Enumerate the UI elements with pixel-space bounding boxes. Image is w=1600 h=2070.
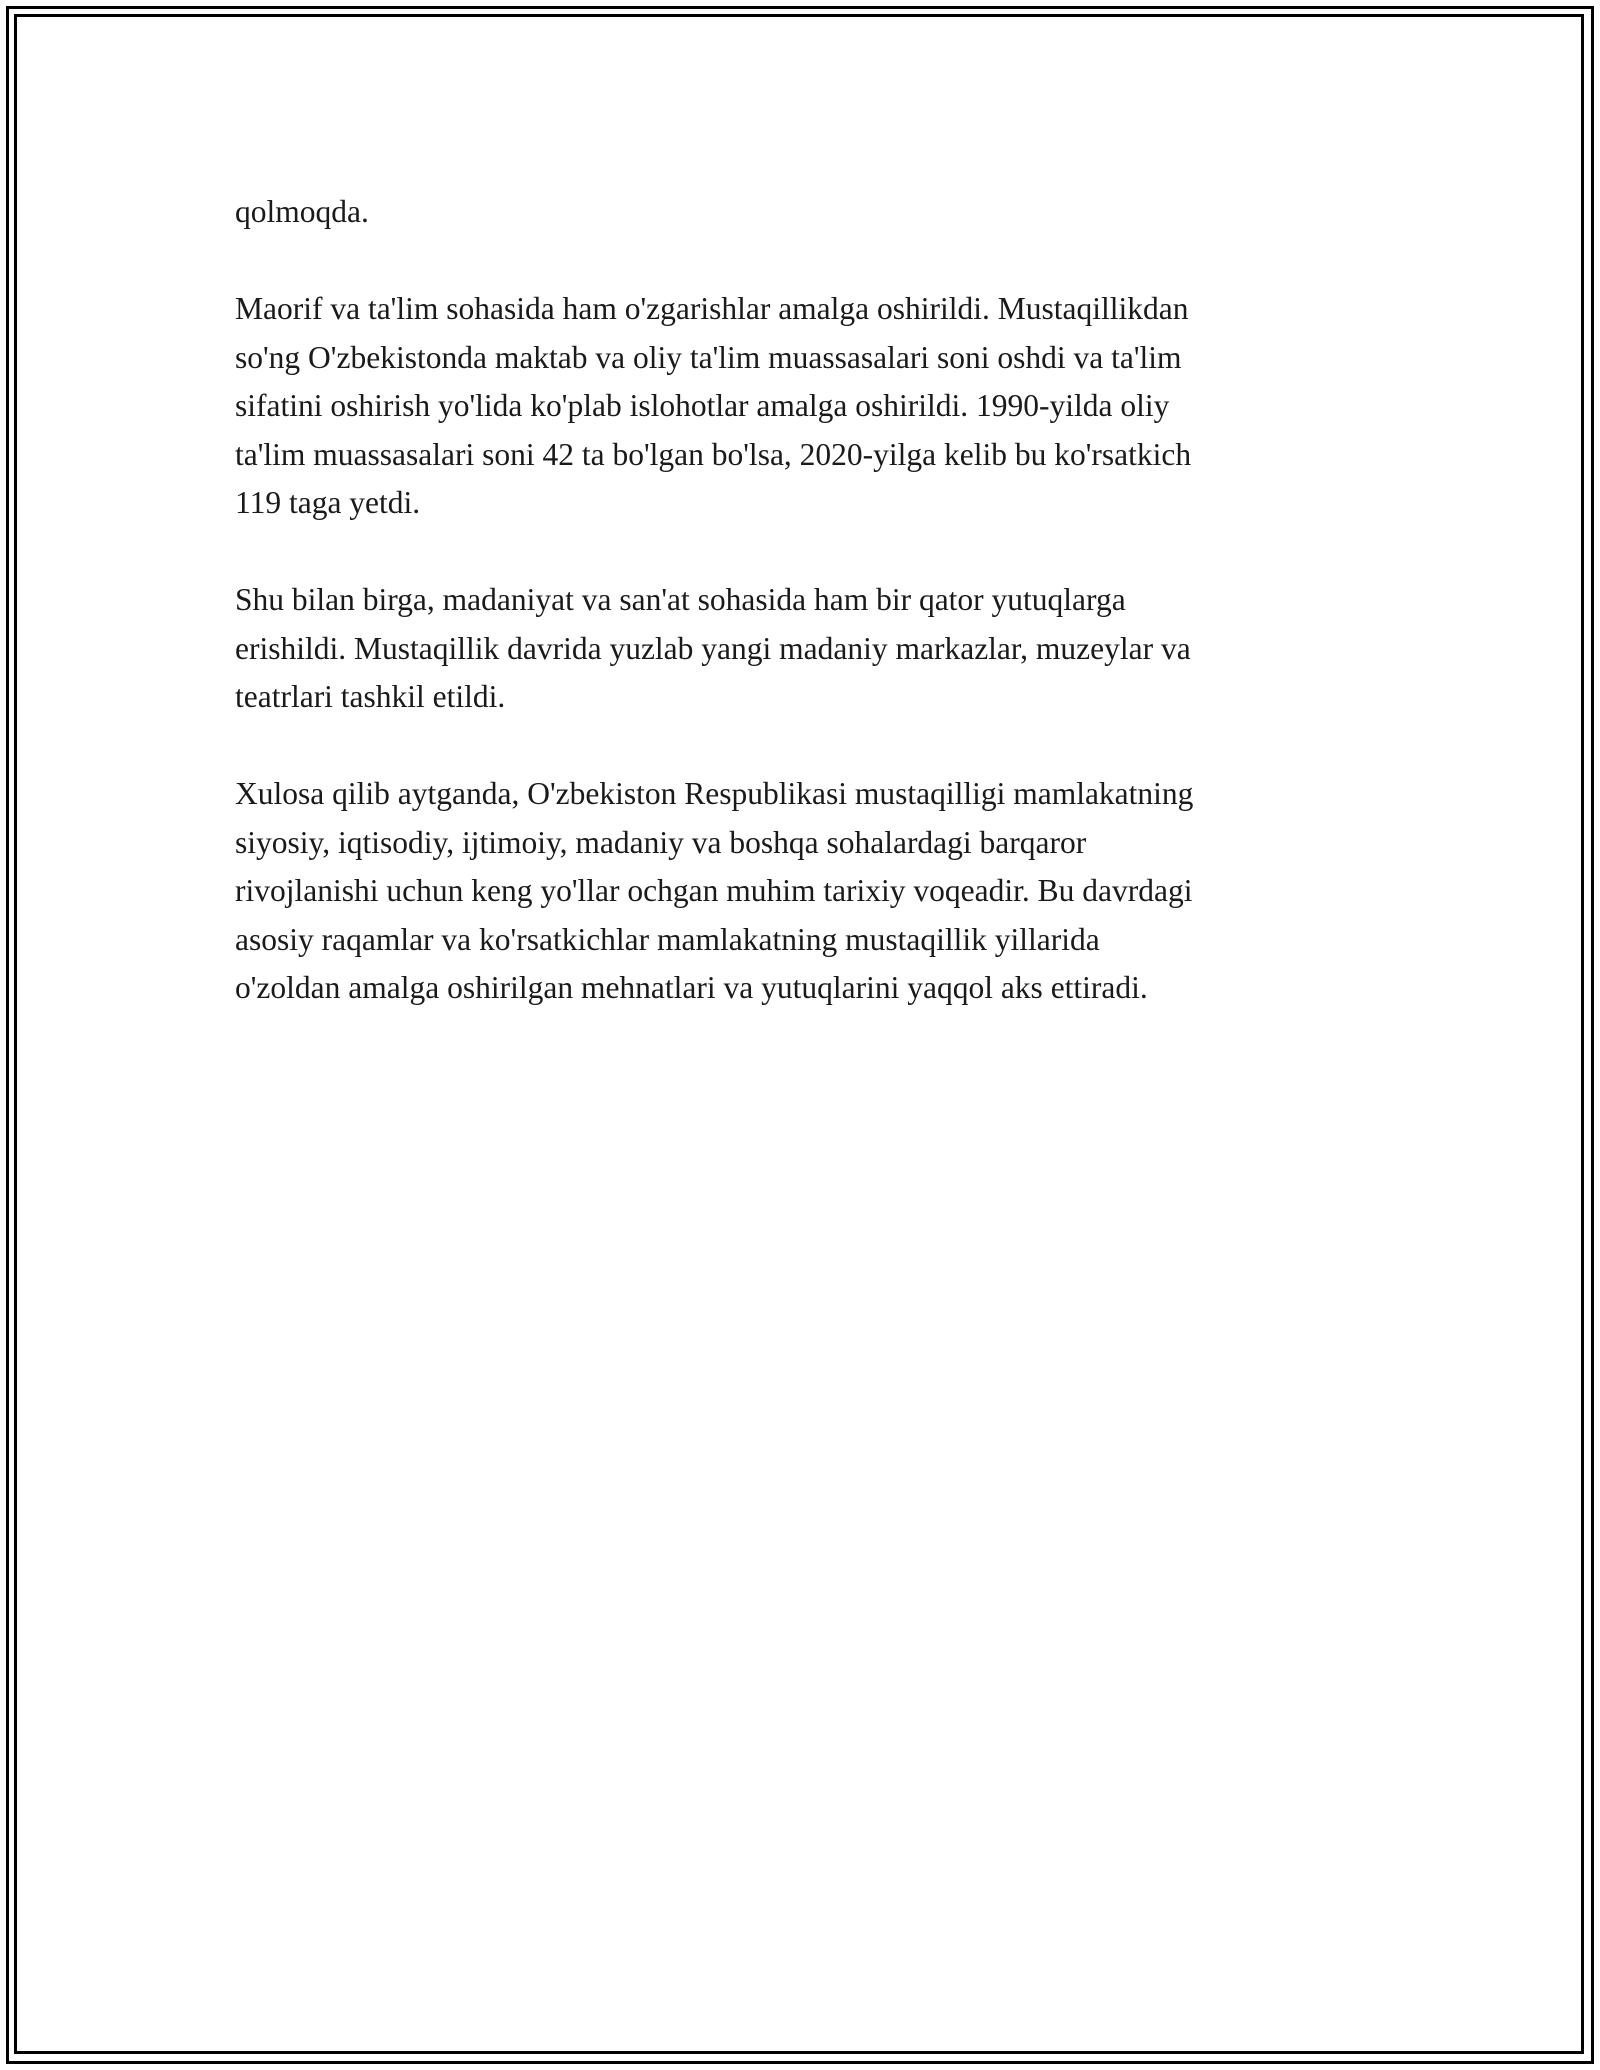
paragraph-culture: Shu bilan birga, madaniyat va san'at sohasida ham bir qator yutuqlarga erishildi. Mustaqillik davrida yuzlab yangi madaniy markazlar, muzeylar va teatrlari tashkil etildi. bbox=[235, 582, 1191, 714]
paragraph-education: Maorif va ta'lim sohasida ham o'zgarishlar amalga oshirildi. Mustaqillikdan so'ng O'zbekistonda maktab va oliy ta'lim muassasalari soni oshdi va ta'lim sifatini oshirish yo'lida ko'plab islohotlar amalga oshirildi. 1990-yilda oliy ta'lim muassasalari soni 42 ta bo'lgan bo'lsa, 2020-yilga kelib bu ko'rsatkich 119 taga yetdi. bbox=[235, 291, 1192, 520]
paragraph-continuation: qolmoqda. bbox=[235, 194, 369, 229]
paragraph-conclusion: Xulosa qilib aytganda, O'zbekiston Respublikasi mustaqilligi mamlakatning siyosiy, iqtisodiy, ijtimoiy, madaniy va boshqa sohalardagi barqaror rivojlanishi uchun keng yo'llar ochgan muhim tarixiy voqeadir. Bu davrdagi asosiy raqamlar va ko'rsatkichlar mamlakatning mustaqillik yillarida o'zoldan amalga oshirilgan mehnatlari va yutuqlarini yaqqol aks ettiradi. bbox=[235, 776, 1194, 1005]
document-body bbox=[235, 188, 1365, 1061]
